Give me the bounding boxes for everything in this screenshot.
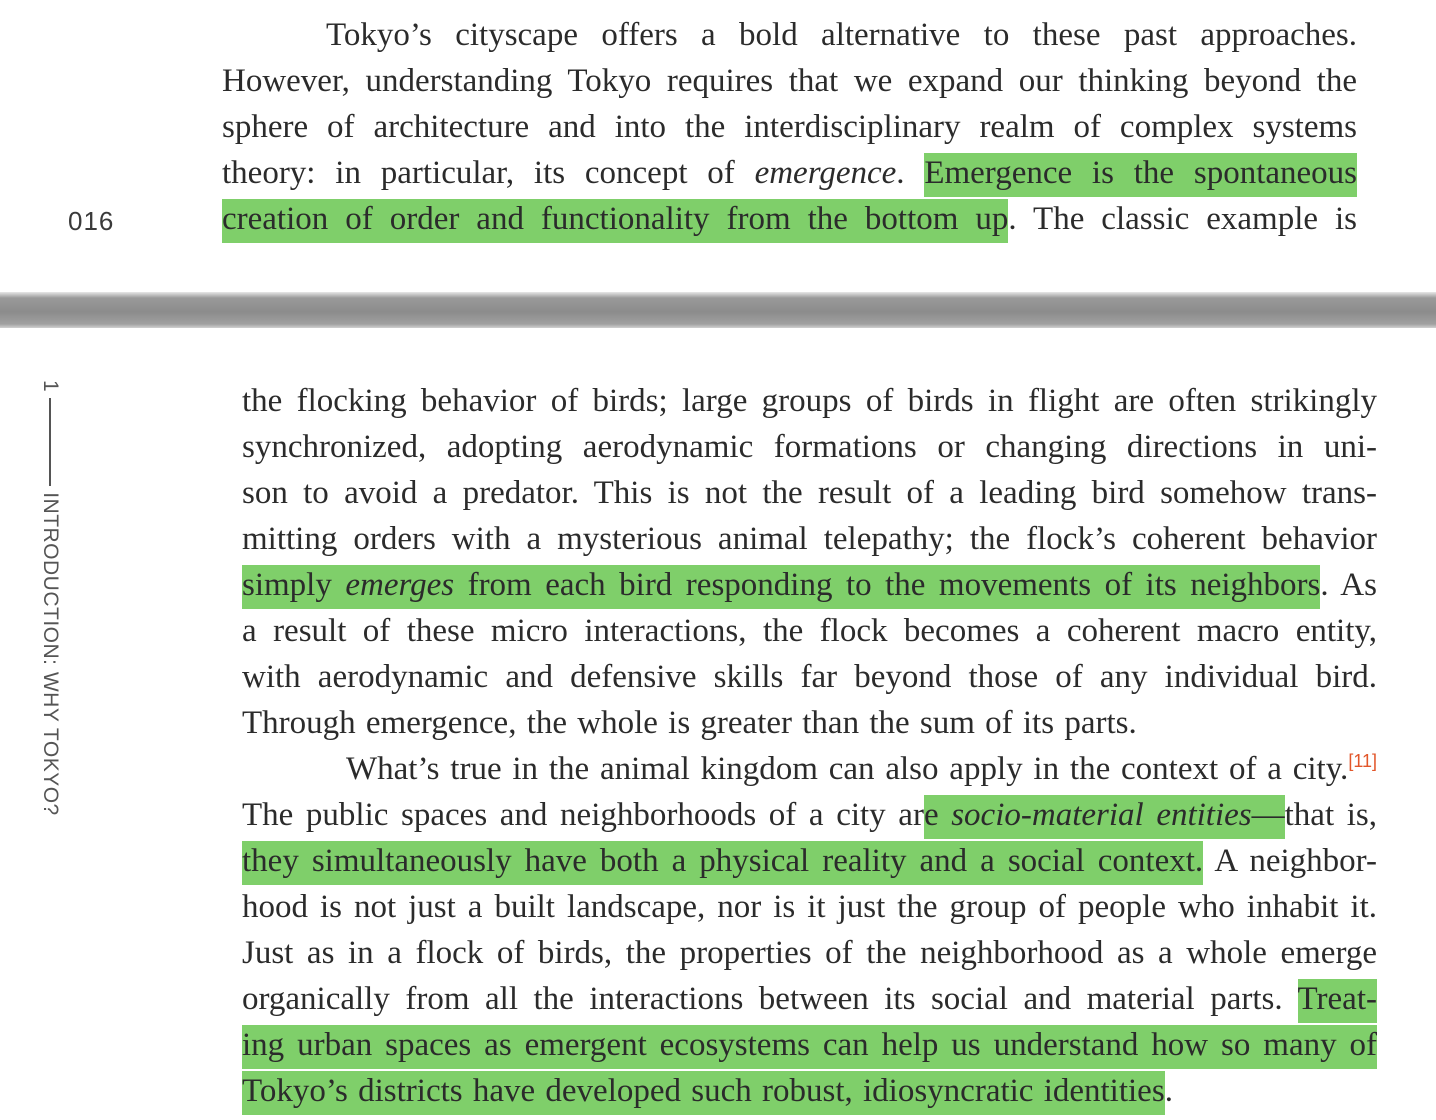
text-line: a result of these micro interactions, the flock becomes a coherent macro entity, bbox=[242, 613, 1377, 649]
text-line: theory: in particular, its concept of emergence. Emergence is the spontaneous bbox=[222, 150, 1357, 196]
highlight: Emergence is the spontaneous bbox=[924, 153, 1357, 197]
text-line: sphere of architecture and into the interdisciplinary realm of complex systems bbox=[222, 109, 1357, 145]
text-line: the flocking behavior of birds; large groups of birds in flight are often strikingly bbox=[242, 383, 1377, 419]
text-line bbox=[242, 1022, 1377, 1068]
text-line: creation of order and functionality from the bottom up. The classic example is bbox=[222, 196, 1357, 242]
text-line: Just as in a flock of birds, the properties of the neighborhood as a whole emerge bbox=[242, 935, 1377, 971]
highlight: ing urban spaces as emergent ecosystems can help us understand how so many of bbox=[242, 1025, 1377, 1069]
top-paragraph bbox=[222, 12, 1357, 242]
text-line: simply emerges from each bird responding to the movements of its neighbors. As bbox=[242, 562, 1377, 608]
text-line: organically from all the interactions between its social and material parts. Treat- bbox=[242, 976, 1377, 1022]
text-line: What’s true in the animal kingdom can also apply in the context of a city.[11] bbox=[346, 751, 1377, 787]
text-line: However, understanding Tokyo requires that we expand our thinking beyond the bbox=[222, 63, 1357, 99]
text-line: Through emergence, the whole is greater than the sum of its parts. bbox=[242, 705, 1137, 741]
text-line: with aerodynamic and defensive skills far beyond those of any individual bird. bbox=[242, 659, 1377, 695]
chapter-number: 1 bbox=[39, 380, 62, 393]
page-separator bbox=[0, 292, 1436, 328]
text-line: Tokyo’s cityscape offers a bold alternative to these past approaches. bbox=[326, 17, 1357, 53]
text-line: hood is not just a built landscape, nor is it just the group of people who inhabit it. bbox=[242, 889, 1377, 925]
chapter-title: INTRODUCTION: WHY TOKYO? bbox=[39, 492, 62, 816]
italic-term: socio-material entities bbox=[951, 797, 1252, 833]
running-head-rule bbox=[49, 398, 51, 486]
highlight: Treat- bbox=[1298, 979, 1377, 1023]
text-line: Tokyo’s districts have developed such robust, idiosyncratic identities. bbox=[242, 1068, 1377, 1114]
highlight: they simultaneously have both a physical reality and a social context. bbox=[242, 841, 1203, 885]
highlight: e socio-material entities— bbox=[924, 795, 1285, 839]
italic-term: emergence bbox=[754, 155, 897, 191]
running-head bbox=[34, 380, 64, 820]
bottom-paragraphs bbox=[242, 378, 1377, 1114]
top-page bbox=[0, 0, 1436, 292]
page-number: 016 bbox=[68, 206, 115, 236]
italic-term: emerges bbox=[345, 567, 455, 603]
highlight: simply emerges from each bird responding to the movements of its neighbors bbox=[242, 565, 1320, 609]
text-line: The public spaces and neighborhoods of a city are socio-material entities—that is, bbox=[242, 792, 1377, 838]
text-line: son to avoid a predator. This is not the result of a leading bird somehow trans- bbox=[242, 475, 1377, 511]
text-line: they simultaneously have both a physical reality and a social context. A neighbor- bbox=[242, 838, 1377, 884]
text-line: mitting orders with a mysterious animal telepathy; the flock’s coherent behavior bbox=[242, 521, 1377, 557]
text-line: synchronized, adopting aerodynamic formations or changing directions in uni- bbox=[242, 429, 1377, 465]
highlight: creation of order and functionality from the bottom up bbox=[222, 199, 1008, 243]
footnote-reference[interactable]: [11] bbox=[1348, 751, 1377, 771]
bottom-page bbox=[0, 328, 1436, 1120]
highlight: Tokyo’s districts have developed such robust, idiosyncratic identities bbox=[242, 1071, 1165, 1115]
